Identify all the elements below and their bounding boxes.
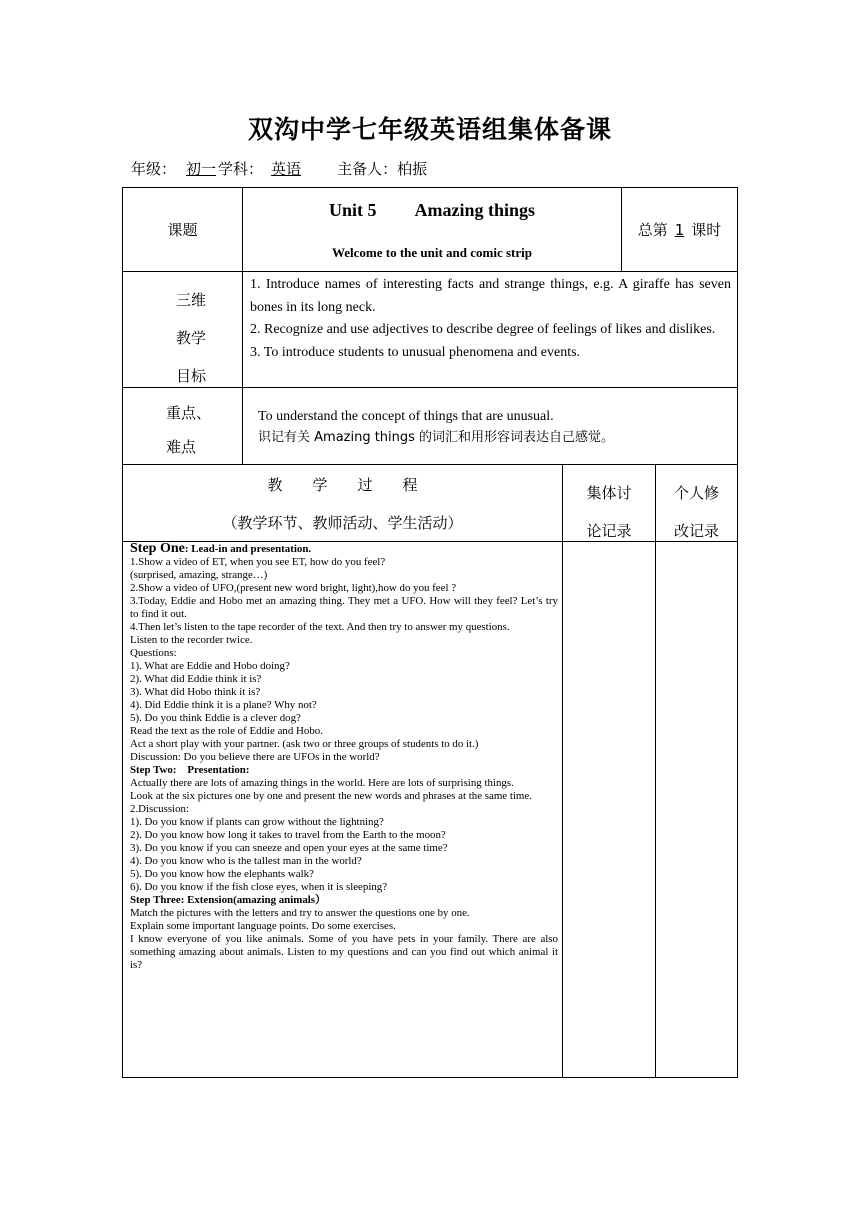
personal-header-line: 个人修: [673, 484, 719, 502]
process-line: 2). What did Eddie think it is?: [130, 673, 262, 685]
personal-header: [656, 474, 737, 550]
preparer: 主备人：柏振: [337, 160, 428, 178]
subject-label: 学科：: [218, 160, 264, 178]
topic-label: 课题: [167, 221, 198, 239]
table-border: [122, 1077, 738, 1078]
process-line: 1). What are Eddie and Hobo doing?: [130, 660, 290, 672]
objectives-label-line: 三维: [175, 291, 206, 309]
process-line: 1). Do you know if plants can grow without the lightning?: [130, 816, 384, 828]
process-line: (surprised, amazing, strange…): [130, 569, 268, 581]
keypoints-label: [166, 396, 211, 464]
process-line: 2.Show a video of UFO,(present new word bright, light),how do you feel ?: [130, 582, 457, 594]
page-title: 双沟中学七年级英语组集体备课: [247, 115, 612, 144]
process-line: 2.Discussion:: [130, 803, 189, 815]
keypoints-label-line: 重点、: [166, 404, 212, 422]
step-one-label: Step One: [130, 541, 185, 556]
keypoint-line: 识记有关 Amazing things 的词汇和用形容词表达自己感觉。: [258, 430, 615, 445]
objectives-label-line: 目标: [175, 367, 206, 385]
unit-number: Unit 5: [328, 200, 377, 220]
process-line: Explain some important language points. Do some exercises.: [130, 920, 396, 932]
step-one-heading: [130, 542, 558, 556]
process-line: 5). Do you think Eddie is a clever dog?: [130, 712, 301, 724]
lesson-suffix: 课时: [691, 221, 722, 239]
discussion-header: [563, 474, 655, 550]
grade-label: 年级：: [131, 160, 177, 178]
process-line: 2). Do you know how long it takes to travel from the Earth to the moon?: [130, 829, 446, 841]
process-line: 3.Today, Eddie and Hobo met an amazing thing. They met a UFO. How will they feel? Let’s try to find it out.: [130, 595, 558, 620]
process-title: 教 学 过 程: [267, 476, 418, 494]
process-subtitle: （教学环节、教师活动、学生活动）: [222, 514, 463, 532]
objective-item: 3. To introduce students to unusual phenomena and events.: [250, 344, 581, 360]
discussion-header-line: 集体讨: [586, 484, 632, 502]
process-line: 3). What did Hobo think it is?: [130, 686, 261, 698]
topic-subtitle: Welcome to the unit and comic strip: [331, 245, 533, 260]
process-line: Match the pictures with the letters and try to answer the questions one by one.: [130, 907, 470, 919]
process-line: 3). Do you know if you can sneeze and open your eyes at the same time?: [130, 842, 448, 854]
objectives-list: [250, 274, 731, 364]
topic-heading: [243, 200, 621, 221]
step-two-label: Step Two: Presentation:: [130, 764, 250, 776]
step-one-title: : Lead-in and presentation.: [184, 543, 312, 555]
grade-value: 初一: [186, 160, 217, 178]
process-line: I know everyone of you like animals. Some of you have pets in your family. There are also something amazing about animals. Listen to my questions and can you find out which animal it is?: [130, 933, 558, 971]
process-line: Read the text as the role of Eddie and Hobo.: [130, 725, 323, 737]
discussion-header-line: 论记录: [586, 522, 632, 540]
process-line: Listen to the recorder twice.: [130, 634, 253, 646]
step-two-heading: [130, 764, 558, 777]
objectives-label: [130, 281, 252, 395]
process-line: 4). Do you know who is the tallest man in the world?: [130, 855, 362, 867]
keypoints-label-line: 难点: [166, 438, 197, 456]
process-line: Discussion: Do you believe there are UFOs in the world?: [130, 751, 380, 763]
process-line: Act a short play with your partner. (ask two or three groups of students to do it.): [130, 738, 479, 750]
keypoint-line: To understand the concept of things that are unusual.: [258, 409, 554, 424]
process-line: Look at the six pictures one by one and present the new words and phrases at the same time.: [130, 790, 532, 802]
meta-line: [131, 158, 427, 179]
subject-value: 英语: [271, 160, 302, 178]
process-line: 1.Show a video of ET, when you see ET, how do you feel?: [130, 556, 386, 568]
process-line: 4.Then let’s listen to the tape recorder of the text. And then try to answer my questions.: [130, 621, 510, 633]
keypoints-text: [258, 406, 728, 448]
table-border: [122, 271, 738, 272]
table-border: [122, 187, 738, 188]
unit-title: Amazing things: [414, 200, 536, 220]
lesson-prefix: 总第: [637, 221, 668, 239]
objective-item: 1. Introduce names of interesting facts and strange things, e.g. A giraffe has seven bones in its long neck.: [250, 277, 731, 315]
lesson-count: [622, 219, 737, 240]
step-three-heading: [130, 894, 558, 907]
objective-item: 2. Recognize and use adjectives to describe degree of feelings of likes and dislikes.: [250, 322, 716, 338]
process-line: 4). Did Eddie think it is a plane? Why not?: [130, 699, 317, 711]
table-border: [122, 464, 738, 465]
objectives-label-line: 教学: [175, 329, 206, 347]
step-three-label: Step Three: Extension(amazing animals）: [130, 894, 326, 906]
personal-header-line: 改记录: [673, 522, 719, 540]
table-border: [562, 464, 563, 1078]
table-border: [122, 187, 123, 1078]
process-line: Actually there are lots of amazing things in the world. Here are lots of surprising things.: [130, 777, 514, 789]
process-line: 5). Do you know how the elephants walk?: [130, 868, 314, 880]
lesson-number: 1: [674, 221, 685, 239]
table-border: [737, 187, 738, 1078]
process-content: [130, 542, 558, 972]
process-line: 6). Do you know if the fish close eyes, when it is sleeping?: [130, 881, 388, 893]
table-border: [655, 464, 656, 1078]
process-line: Questions:: [130, 647, 177, 659]
